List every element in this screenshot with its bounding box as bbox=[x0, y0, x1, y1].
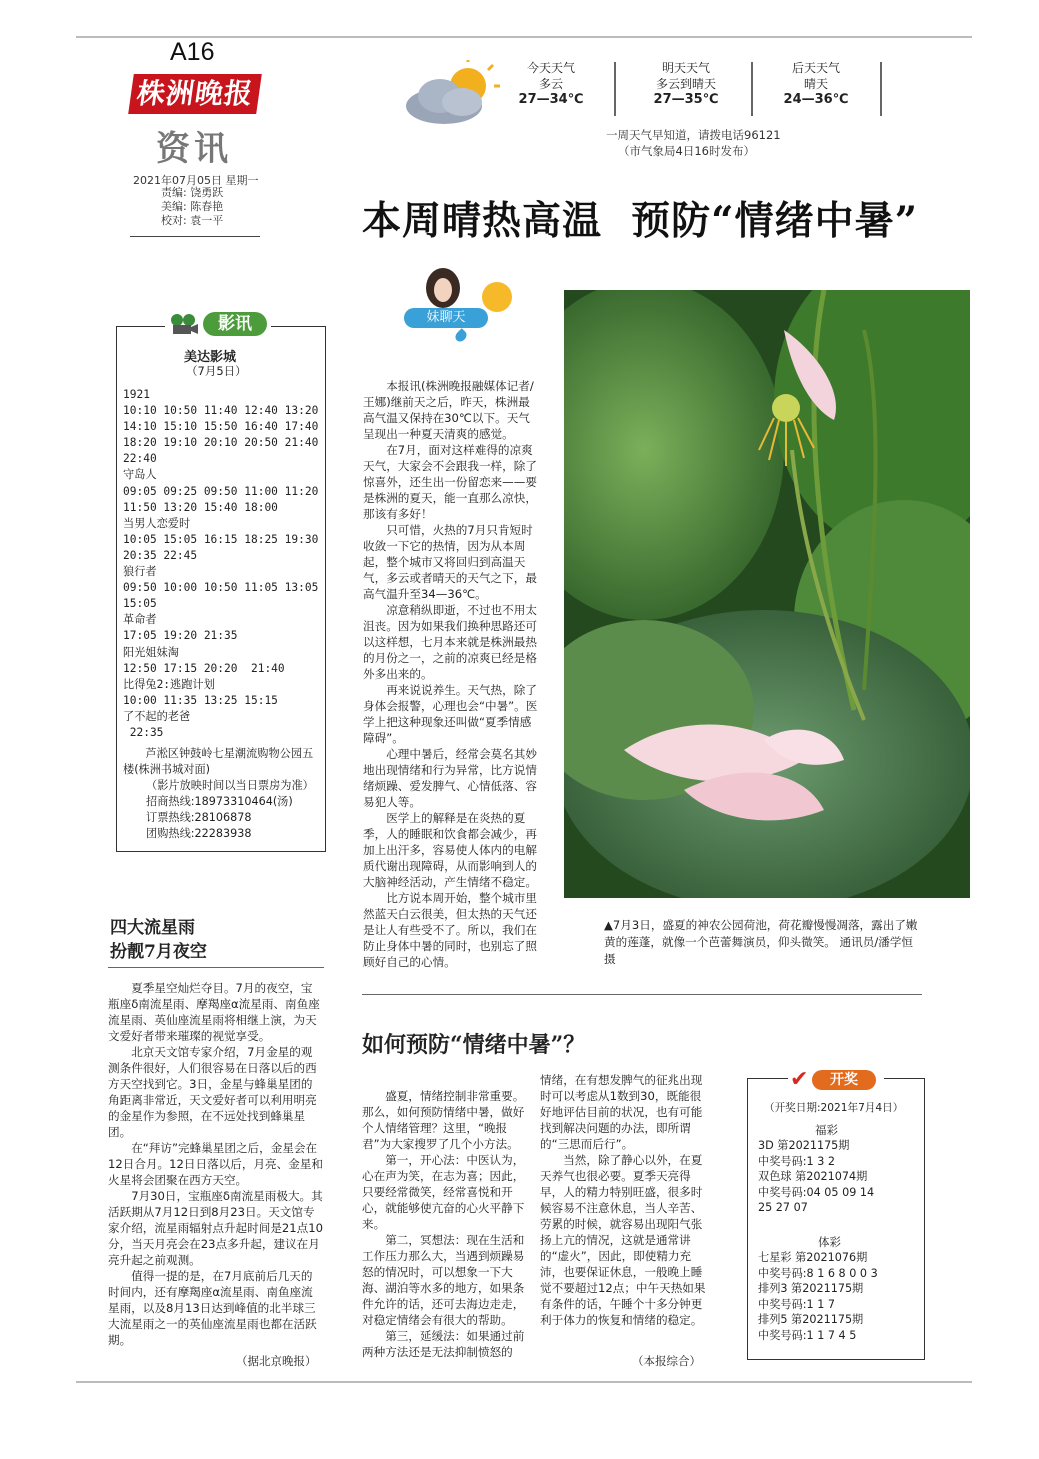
weather-desc: 多云到晴天 bbox=[655, 77, 716, 91]
meteor-source: （据北京晚报） bbox=[236, 1354, 317, 1368]
cinema-date: （7月5日） bbox=[186, 364, 247, 378]
cinema-badge bbox=[165, 312, 271, 336]
section-divider bbox=[362, 994, 922, 995]
article-paragraph: 第三，延缓法：如果通过前两种方法还是无法抑制愤怒的 bbox=[362, 1329, 525, 1359]
article-paragraph: 当然，除了静心以外，在夏天养气也很必要。夏季天亮得早，人的精力特别旺盛，很多时候容易不注意休息，当人辛苦、劳累的时候，就容易出现阳气张扬上亢的情况，这就是通常讲的“虚火”，因此，即使精力充沛，也要保证休息，一般晚上睡觉不要超过12点；中午天热如果有条件的话，午睡个十多分钟更利于体力的恢复和情绪的稳定。 bbox=[540, 1153, 706, 1327]
showtime-line: 了不起的老爸 bbox=[123, 709, 191, 723]
header-underline bbox=[130, 236, 260, 237]
weather-desc: 多云 bbox=[538, 77, 563, 91]
showtime-line: 革命者 bbox=[123, 613, 157, 627]
editor-line: 责编: 饶勇跃 bbox=[161, 186, 224, 199]
article-paragraph: 第一，开心法：中医认为，心在声为笑，在志为喜；因此，只要经常微笑，经常喜悦和开心，就能够使亢奋的心火平静下来。 bbox=[362, 1153, 525, 1231]
lotus-photo bbox=[564, 290, 970, 898]
article-paragraph: 只可惜，火热的7月只肯短时收敛一下它的热情，因为从本周起，整个城市又将回归到高温天气，多云或者晴天的天气之下，最高气温升至34—36℃。 bbox=[363, 523, 537, 601]
weather-tomorrow bbox=[636, 60, 736, 108]
weather-divider bbox=[880, 62, 882, 116]
weather-day-label: 今天天气 bbox=[526, 61, 575, 75]
meteor-article bbox=[108, 980, 324, 1348]
article-paragraph: 情绪，在有想发脾气的征兆出现时可以考虑从1数到30，既能很好地评估目前的状况，也有可能找到解决问题的办法，即所谓的“三思而后行”。 bbox=[540, 1073, 703, 1151]
lottery-line: 25 27 07 bbox=[758, 1201, 808, 1214]
article-paragraph: 比方说本周开始，整个城市里然蓝天白云很美，但太热的天气还是让人有些受不了。所以，我们在防止身体中暑的同时，也别忘了照顾好自己的心情。 bbox=[363, 891, 537, 969]
ticai-title: 体彩 bbox=[818, 1235, 841, 1249]
masthead-logo: 株洲晚报 bbox=[128, 74, 262, 114]
lottery-line: 七星彩 第2021076期 bbox=[758, 1251, 868, 1264]
section-title: 资讯 bbox=[156, 129, 232, 169]
article-paragraph: 北京天文馆专家介绍，7月金星的观测条件很好，人们很容易在日落以后的西方天空找到它。3日，金星与蜂巢星团的角距离非常近，天文爱好者可以利用明亮的金星作为参照，在不远处找到蜂巢星团。 bbox=[108, 1045, 317, 1139]
showtime-list bbox=[123, 387, 319, 741]
article-paragraph: 值得一提的是，在7月底前后几天的时间内，还有摩羯座α流星雨、南鱼座流星雨，以及8月13日达到峰值的北半球三大流星雨之一的英仙座流星雨也都在活跃期。 bbox=[108, 1269, 317, 1347]
cinema-badge-label: 影讯 bbox=[203, 312, 267, 336]
article-paragraph: 医学上的解释是在炎热的夏季，人的睡眠和饮食都会减少，再加上出汗多，容易使人体内的电解质代谢出现障碍，从而影响到人的大脑神经活动，产生情绪不稳定。 bbox=[363, 811, 537, 889]
weather-day-after bbox=[770, 60, 862, 108]
weather-day-label: 后天天气 bbox=[791, 61, 840, 75]
lottery-date: （开奖日期:2021年7月4日） bbox=[764, 1102, 904, 1114]
showtime-line: 10:05 15:05 16:15 18:25 19:30 bbox=[123, 532, 319, 546]
film-reel-icon bbox=[169, 313, 199, 335]
lottery-line: 3D 第2021175期 bbox=[758, 1139, 850, 1152]
cinema-address: 芦淞区钟鼓岭七星潮流购物公园五楼(株洲书城对面) bbox=[123, 747, 314, 776]
showtime-line: 1921 bbox=[123, 388, 150, 401]
lottery-line: 中奖号码:1 1 7 4 5 bbox=[758, 1328, 857, 1342]
raindrop-icon bbox=[453, 328, 469, 344]
article-paragraph: 夏季星空灿烂夺目。7月的夜空，宝瓶座δ南流星雨、摩羯座α流星雨、南鱼座流星雨、英仙座流星雨将相继上演，为天文爱好者带来璀璨的视觉享受。 bbox=[108, 981, 320, 1043]
checkmark-icon: ✔ bbox=[790, 1067, 809, 1092]
showtime-line: 09:05 09:25 09:50 11:00 11:20 bbox=[123, 484, 319, 498]
weather-desc: 晴天 bbox=[803, 77, 828, 91]
showtime-line: 11:50 13:20 15:40 18:00 bbox=[123, 500, 278, 514]
column-badge-label: 妹聊天 bbox=[404, 308, 488, 328]
prevent-column-1 bbox=[362, 1088, 534, 1360]
showtime-line: 09:50 10:00 10:50 11:05 13:05 bbox=[123, 581, 319, 595]
page-number: A16 bbox=[170, 38, 215, 66]
ticai-results bbox=[758, 1250, 878, 1343]
lottery-line: 排列3 第2021175期 bbox=[758, 1282, 864, 1295]
showtime-line: 10:00 11:35 13:25 15:15 bbox=[123, 693, 278, 707]
article-paragraph: 再来说说养生。天气热，除了身体会报警，心理也会“中暑”。医学上把这种现象还叫做“夏季情感障碍”。 bbox=[363, 683, 538, 745]
lottery-line: 排列5 第2021175期 bbox=[758, 1313, 864, 1326]
article-paragraph: 凉意稍纵即逝，不过也不用太沮丧。因为如果我们换种思路还可以这样想，七月本来就是株洲最热的月份之一，之前的凉爽已经是格外多出来的。 bbox=[363, 603, 537, 681]
weather-day-label: 明天天气 bbox=[661, 61, 710, 75]
sun-icon bbox=[482, 282, 512, 312]
showtime-line: 12:50 17:15 20:20 21:40 bbox=[123, 661, 285, 675]
lottery-line: 中奖号码:04 05 09 14 bbox=[758, 1185, 875, 1199]
showtime-line: 15:05 bbox=[123, 597, 157, 611]
article-paragraph: 本报讯(株洲晚报融媒体记者/王娜)继前天之后，昨天，株洲最高气温又保持在30℃以下。天气呈现出一种夏天清爽的感觉。 bbox=[363, 379, 534, 441]
issue-date: 2021年07月05日 星期一 bbox=[133, 174, 259, 187]
cinema-note: 团购热线:22283938 bbox=[146, 827, 252, 840]
showtime-line: 18:20 19:10 20:10 20:50 21:40 bbox=[123, 436, 319, 450]
showtime-line: 比得兔2:逃跑计划 bbox=[123, 677, 215, 691]
prevent-headline: 如何预防“情绪中暑”？ bbox=[362, 1032, 586, 1058]
columnist-badge bbox=[400, 268, 520, 352]
article-paragraph: 心理中暑后，经常会莫名其妙地出现情绪和行为异常，比方说情绪烦躁、爱发脾气、心情低落、容易犯人等。 bbox=[363, 747, 537, 809]
article-paragraph: 第二，冥想法：现在生活和工作压力那么大，当遇到烦躁易怒的情况时，可以想象一下大海、湖泊等水多的地方，如果条件允许的话，还可去海边走走，对稳定情绪会有很大的帮助。 bbox=[362, 1233, 525, 1327]
prevent-column-2 bbox=[540, 1072, 712, 1328]
lottery-badge bbox=[788, 1068, 884, 1092]
prevent-source: （本报综合） bbox=[632, 1354, 701, 1368]
weather-hotline: 一周天气早知道，请拨电话96121 bbox=[606, 128, 781, 142]
article-paragraph: 盛夏，情绪控制非常重要。那么，如何预防情绪中暑，做好个人情绪管理？这里，“晚报君”为大家搜罗了几个小方法。 bbox=[362, 1089, 525, 1151]
weather-temp: 27—34℃ bbox=[518, 92, 584, 107]
showtime-line: 17:05 19:20 21:35 bbox=[123, 629, 238, 643]
editor-line: 校对: 袁一平 bbox=[161, 214, 224, 227]
weather-temp: 27—35℃ bbox=[653, 92, 719, 107]
editor-line: 美编: 陈春艳 bbox=[161, 200, 224, 213]
fucai-title: 福彩 bbox=[815, 1123, 838, 1137]
page-headline: 本周晴热高温 预防“情绪中暑” bbox=[362, 198, 919, 244]
weather-source: （市气象局4日16时发布） bbox=[618, 144, 755, 158]
article-paragraph: 7月30日，宝瓶座δ南流星雨极大。其活跃期从7月12日到8月23日。天文馆专家介绍，流星雨辐射点升起时间是21点10分，当天月亮会在23点多升起，建议在月亮升起之前观测。 bbox=[108, 1189, 324, 1267]
cinema-note: 订票热线:28106878 bbox=[146, 811, 252, 824]
lottery-line: 中奖号码:8 1 6 8 0 0 3 bbox=[758, 1266, 878, 1280]
bottom-rule bbox=[76, 1381, 972, 1383]
cinema-note: 招商热线:18973310464(汤) bbox=[146, 795, 293, 808]
main-article bbox=[363, 378, 541, 970]
meteor-divider bbox=[108, 967, 324, 968]
cloud-sun-icon bbox=[400, 60, 500, 130]
showtime-line: 20:35 22:45 bbox=[123, 548, 198, 562]
weather-today bbox=[505, 60, 597, 108]
photo-caption: ▲7月3日，盛夏的神农公园荷池，荷花瓣慢慢凋落，露出了嫩黄的莲蓬，就像一个芭蕾舞演员，仰头微笑。 通讯员/潘学恒 摄 bbox=[604, 918, 918, 966]
fucai-results bbox=[758, 1138, 874, 1216]
meteor-headline bbox=[110, 916, 207, 964]
lottery-line: 中奖号码:1 1 7 bbox=[758, 1297, 835, 1311]
showtime-line: 10:10 10:50 11:40 12:40 13:20 bbox=[123, 404, 319, 418]
lottery-line: 双色球 第2021074期 bbox=[758, 1170, 868, 1183]
columnist-avatar bbox=[426, 268, 460, 308]
lottery-badge-label: 开奖 bbox=[812, 1070, 876, 1090]
showtime-line: 14:10 15:10 15:50 16:40 17:40 bbox=[123, 420, 319, 434]
article-paragraph: 在“拜访”完蜂巢星团之后，金星会在12日合月。12日日落以后，月亮、金星和火星将会团聚在西方天空。 bbox=[108, 1141, 324, 1187]
meteor-title-line: 扮靓7月夜空 bbox=[110, 942, 207, 962]
editor-credits bbox=[161, 186, 223, 228]
showtime-line: 守岛人 bbox=[123, 468, 157, 482]
lottery-line: 中奖号码:1 3 2 bbox=[758, 1154, 835, 1168]
cinema-name: 美达影城 bbox=[184, 350, 237, 365]
showtime-line: 22:35 bbox=[123, 725, 164, 739]
cinema-notes bbox=[146, 778, 314, 842]
showtime-line: 阳光姐妹淘 bbox=[123, 645, 179, 659]
showtime-line: 狼行者 bbox=[123, 565, 157, 579]
weather-divider bbox=[614, 62, 616, 116]
showtime-line: 当男人恋爱时 bbox=[123, 516, 191, 530]
meteor-title-line: 四大流星雨 bbox=[110, 918, 195, 938]
cinema-note: （影片放映时间以当日票房为准） bbox=[146, 779, 314, 792]
showtime-line: 22:40 bbox=[123, 452, 157, 466]
weather-divider bbox=[751, 62, 753, 116]
article-paragraph: 在7月，面对这样难得的凉爽天气，大家会不会跟我一样，除了惊喜外，还生出一份留恋来——要是株洲的夏天，能一直那么凉快，那该有多好！ bbox=[363, 443, 537, 521]
weather-temp: 24—36℃ bbox=[783, 92, 849, 107]
